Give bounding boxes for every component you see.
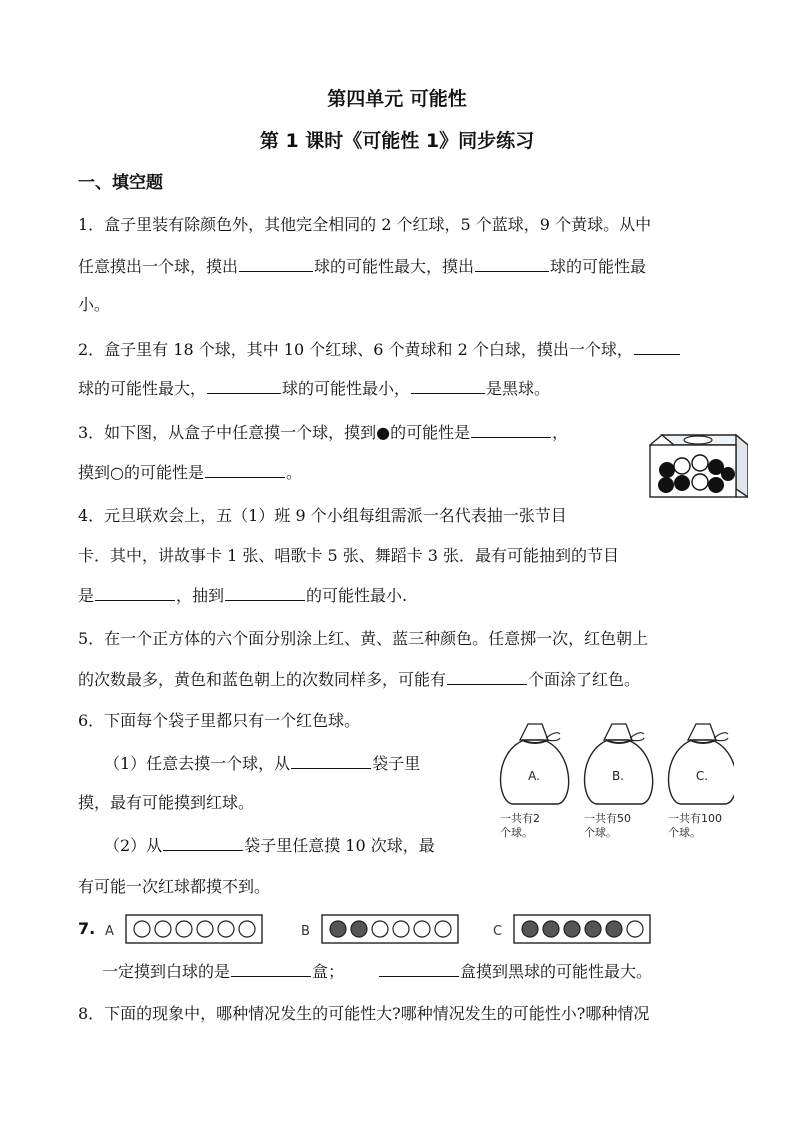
- bag-2: [584, 724, 653, 839]
- q2-text-d: 是黑球。: [486, 379, 551, 398]
- q3-text-d: 。: [285, 463, 302, 482]
- q1-line2: [78, 255, 646, 278]
- white-ball: [393, 921, 409, 937]
- black-ball: [522, 921, 538, 937]
- bag-3: [668, 724, 734, 839]
- q4-line1: 4．元旦联欢会上，五（1）班 9 个小组每组需派一名代表抽一张节目: [78, 506, 567, 525]
- q7-blank-2[interactable]: [379, 960, 459, 977]
- q8-line1: 8．下面的现象中，哪种情况发生的可能性大?哪种情况发生的可能性小?哪种情况: [78, 1004, 650, 1023]
- q6-part1: [104, 752, 420, 775]
- q4-line3: [78, 584, 407, 607]
- q2-text-b: 球的可能性最大，: [78, 379, 207, 398]
- q3-text-c: 摸到○的可能性是: [78, 463, 204, 482]
- q6-text-d: 袋子里任意摸 10 次球，最: [244, 836, 435, 855]
- white-ball: [674, 458, 690, 474]
- bag-caption: 一共有100: [668, 812, 722, 825]
- lesson-title: 第 1 课时《可能性 1》同步练习: [259, 130, 535, 152]
- q1-line3: 小。: [78, 295, 111, 314]
- ball-box-C: [493, 915, 650, 943]
- q7-text-c: 盒摸到黑球的可能性最大。: [460, 962, 653, 981]
- q2-blank-2[interactable]: [207, 377, 281, 394]
- q2-text-c: 球的可能性最小，: [282, 379, 411, 398]
- white-ball: [372, 921, 388, 937]
- black-ball: [659, 462, 675, 478]
- q2-line1: [78, 338, 681, 361]
- section-heading: 一、填空题: [78, 173, 163, 193]
- white-ball: [435, 921, 451, 937]
- bag-label: B.: [611, 769, 625, 783]
- white-ball: [692, 455, 708, 471]
- white-ball: [692, 474, 708, 490]
- black-ball: [330, 921, 346, 937]
- q4-text-b: ，抽到: [176, 586, 225, 605]
- bag-caption: 个球。: [584, 826, 617, 839]
- black-ball: [674, 475, 690, 491]
- ball-box-picture: [648, 425, 748, 501]
- ball-box-B: [301, 915, 458, 943]
- q1-text-b: 球的可能性最大，摸出: [314, 257, 475, 276]
- q5-blank-1[interactable]: [447, 668, 527, 685]
- q4-text-c: 的可能性最小.: [306, 586, 408, 605]
- q6-part2-cont: 有可能一次红球都摸不到。: [78, 877, 271, 896]
- q7-boxes-picture: [100, 910, 660, 950]
- q2-text-a: 2．盒子里有 18 个球，其中 10 个红球、6 个黄球和 2 个白球，摸出一个球，: [78, 340, 633, 359]
- q1-blank-2[interactable]: [475, 255, 549, 272]
- white-ball: [197, 921, 213, 937]
- bags-picture: [490, 712, 734, 846]
- q4-blank-1[interactable]: [95, 584, 175, 601]
- q4-blank-2[interactable]: [225, 584, 305, 601]
- black-ball: [564, 921, 580, 937]
- white-ball: [176, 921, 192, 937]
- q6-text-a: （1）任意去摸一个球，从: [104, 754, 291, 773]
- bag-caption: 个球。: [668, 826, 701, 839]
- q3-blank-2[interactable]: [205, 461, 285, 478]
- box-label: A: [105, 924, 114, 939]
- q2-blank-1[interactable]: [634, 338, 680, 355]
- q3-blank-1[interactable]: [471, 421, 551, 438]
- box-hole: [684, 436, 712, 444]
- q5-line1: 5．在一个正方体的六个面分别涂上红、黄、蓝三种颜色。任意掷一次，红色朝上: [78, 629, 649, 648]
- bag-caption: 一共有50: [584, 812, 631, 825]
- q6-text-b: 袋子里: [372, 754, 421, 773]
- q1-text-c: 球的可能性最: [550, 257, 647, 276]
- box-side-face: [736, 435, 748, 497]
- q4-text-a: 是: [78, 586, 95, 605]
- q7-text-b: 盒；: [312, 962, 345, 981]
- white-ball: [134, 921, 150, 937]
- q2-blank-3[interactable]: [411, 377, 485, 394]
- q6-part2: [104, 834, 435, 857]
- q5-line2: [78, 668, 640, 691]
- q7-line2: [102, 960, 652, 983]
- q6-blank-2[interactable]: [163, 834, 243, 851]
- q7-text-a: 一定摸到白球的是: [102, 962, 231, 981]
- black-ball: [606, 921, 622, 937]
- q3-text-a: 3．如下图，从盒子中任意摸一个球，摸到●的可能性是: [78, 423, 471, 442]
- q3-line1: [78, 421, 568, 444]
- bag-caption: 个球。: [500, 826, 533, 839]
- q7-number: 7.: [78, 919, 96, 938]
- white-ball: [218, 921, 234, 937]
- white-ball: [414, 921, 430, 937]
- box-label: C: [493, 924, 503, 939]
- black-ball: [543, 921, 559, 937]
- q1-blank-1[interactable]: [239, 255, 313, 272]
- bag-caption: 一共有2: [500, 812, 540, 825]
- q5-text-b: 个面涂了红色。: [528, 670, 641, 689]
- q6-line1: 6．下面每个袋子里都只有一个红色球。: [78, 711, 361, 730]
- q1-line1: 1．盒子里装有除颜色外，其他完全相同的 2 个红球，5 个蓝球，9 个黄球。从中: [78, 215, 652, 234]
- bag-label: C.: [695, 769, 709, 783]
- q4-line2: 卡．其中，讲故事卡 1 张、唱歌卡 5 张、舞蹈卡 3 张．最有可能抽到的节目: [78, 546, 620, 565]
- q6-part1-cont: 摸，最有可能摸到红球。: [78, 793, 255, 812]
- black-ball: [721, 467, 735, 481]
- white-ball: [239, 921, 255, 937]
- black-ball: [351, 921, 367, 937]
- box-label: B: [301, 924, 310, 939]
- q3-text-b: ，: [552, 423, 569, 442]
- white-ball: [627, 921, 643, 937]
- q3-line2: [78, 461, 302, 484]
- black-ball: [585, 921, 601, 937]
- white-ball: [155, 921, 171, 937]
- unit-title: 第四单元 可能性: [327, 88, 467, 110]
- black-ball: [708, 477, 724, 493]
- q2-line2: [78, 377, 550, 400]
- bag-label: A.: [528, 769, 540, 783]
- bag-1: [500, 724, 569, 839]
- q6-text-c: （2）从: [104, 836, 163, 855]
- black-ball: [658, 477, 674, 493]
- q7-blank-1[interactable]: [231, 960, 311, 977]
- q5-text-a: 的次数最多，黄色和蓝色朝上的次数同样多，可能有: [78, 670, 447, 689]
- ball-box-A: [105, 915, 262, 943]
- q1-text-a: 任意摸出一个球，摸出: [78, 257, 239, 276]
- q6-blank-1[interactable]: [291, 752, 371, 769]
